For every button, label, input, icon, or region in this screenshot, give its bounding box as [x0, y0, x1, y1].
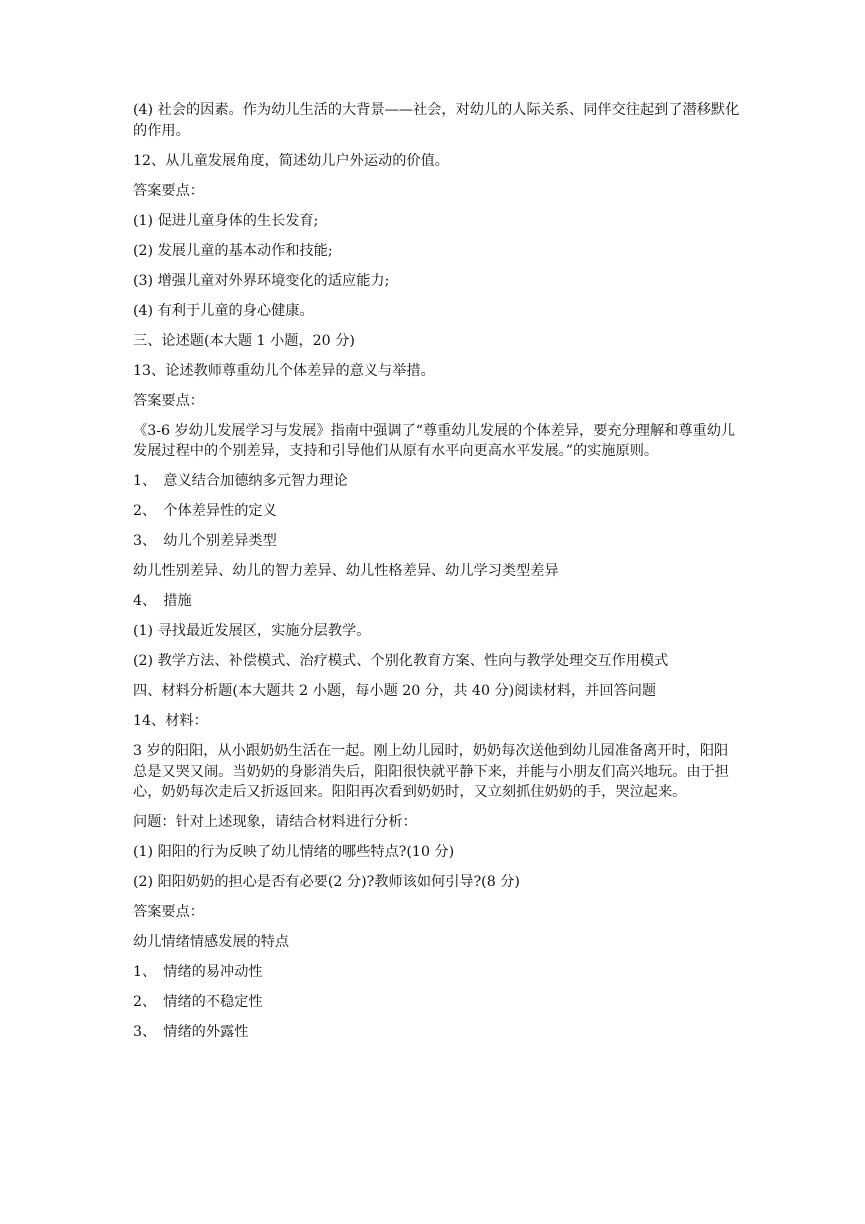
question-14-sub-1: (1) 阳阳的行为反映了幼儿情绪的哪些特点?(10 分): [133, 844, 455, 860]
section-heading-essay: 三、论述题(本大题 1 小题，20 分): [133, 332, 355, 349]
answer-heading-14: 答案要点：: [133, 904, 204, 920]
answer-13-point-1: 1、 意义结合加德纳多元智力理论: [133, 473, 348, 489]
answer-heading-13: 答案要点：: [133, 392, 204, 409]
answer-13-difference-types: 幼儿性别差异、幼儿的智力差异、幼儿性格差异、幼儿学习类型差异: [133, 563, 559, 579]
question-14: 14、材料：: [133, 713, 208, 729]
answer-12-item-4: (4) 有利于儿童的身心健康。: [133, 302, 314, 319]
answer-13-point-3: 3、 幼儿个别差异类型: [133, 533, 277, 549]
answer-14-heading: 幼儿情绪情感发展的特点: [133, 934, 290, 950]
material-14-text: 3 岁的阳阳，从小跟奶奶生活在一起。刚上幼儿园时，奶奶每次送他到幼儿园准备离开时，阳阳总是又哭又闹。当奶奶的身影消失后，阳阳很快就平静下来，并能与小朋友们高兴地玩。由于担心，奶奶每次走后又折返回来。阳阳再次看到奶奶时，又立刻抓住奶奶的手，哭泣起来。: [133, 743, 729, 800]
answer-12-item-1: (1) 促进儿童身体的生长发育;: [133, 212, 319, 229]
answer-13-point-4: 4、 措施: [133, 593, 192, 609]
answer-14-point-2: 2、 情绪的不稳定性: [133, 994, 263, 1010]
answer-14-point-3: 3、 情绪的外露性: [133, 1024, 249, 1040]
question-14-prompt: 问题：针对上述现象，请结合材料进行分析：: [133, 814, 417, 830]
answer-12-item-2: (2) 发展儿童的基本动作和技能;: [133, 242, 333, 259]
answer-13-point-2: 2、 个体差异性的定义: [133, 503, 277, 519]
answer-13-measure-2: (2) 教学方法、补偿模式、治疗模式、个别化教育方案、性向与教学处理交互作用模式: [133, 653, 669, 669]
section-heading-material: 四、材料分析题(本大题共 2 小题，每小题 20 分，共 40 分)阅读材料，并回答问题: [133, 683, 657, 699]
question-12: 12、从儿童发展角度，简述幼儿户外运动的价值。: [133, 152, 449, 169]
answer-14-point-1: 1、 情绪的易冲动性: [133, 964, 263, 980]
answer-13-measure-1: (1) 寻找最近发展区，实施分层教学。: [133, 623, 371, 639]
answer-13-guideline: 《3-6 岁幼儿发展学习与发展》指南中强调了“尊重幼儿发展的个体差异，要充分理解和尊重幼儿发展过程中的个别差异，支持和引导他们从原有水平向更高水平发展。”的实施原则。: [133, 422, 736, 459]
document-page: [133, 100, 741, 1052]
question-13: 13、论述教师尊重幼儿个体差异的意义与举措。: [133, 362, 435, 379]
question-14-sub-2: (2) 阳阳奶奶的担心是否有必要(2 分)?教师该如何引导?(8 分): [133, 874, 520, 890]
paragraph-social-factor: (4) 社会的因素。作为幼儿生活的大背景——社会，对幼儿的人际关系、同伴交往起到了潜移默化的作用。: [133, 102, 740, 139]
answer-12-item-3: (3) 增强儿童对外界环境变化的适应能力;: [133, 272, 390, 289]
answer-heading-12: 答案要点：: [133, 182, 204, 199]
